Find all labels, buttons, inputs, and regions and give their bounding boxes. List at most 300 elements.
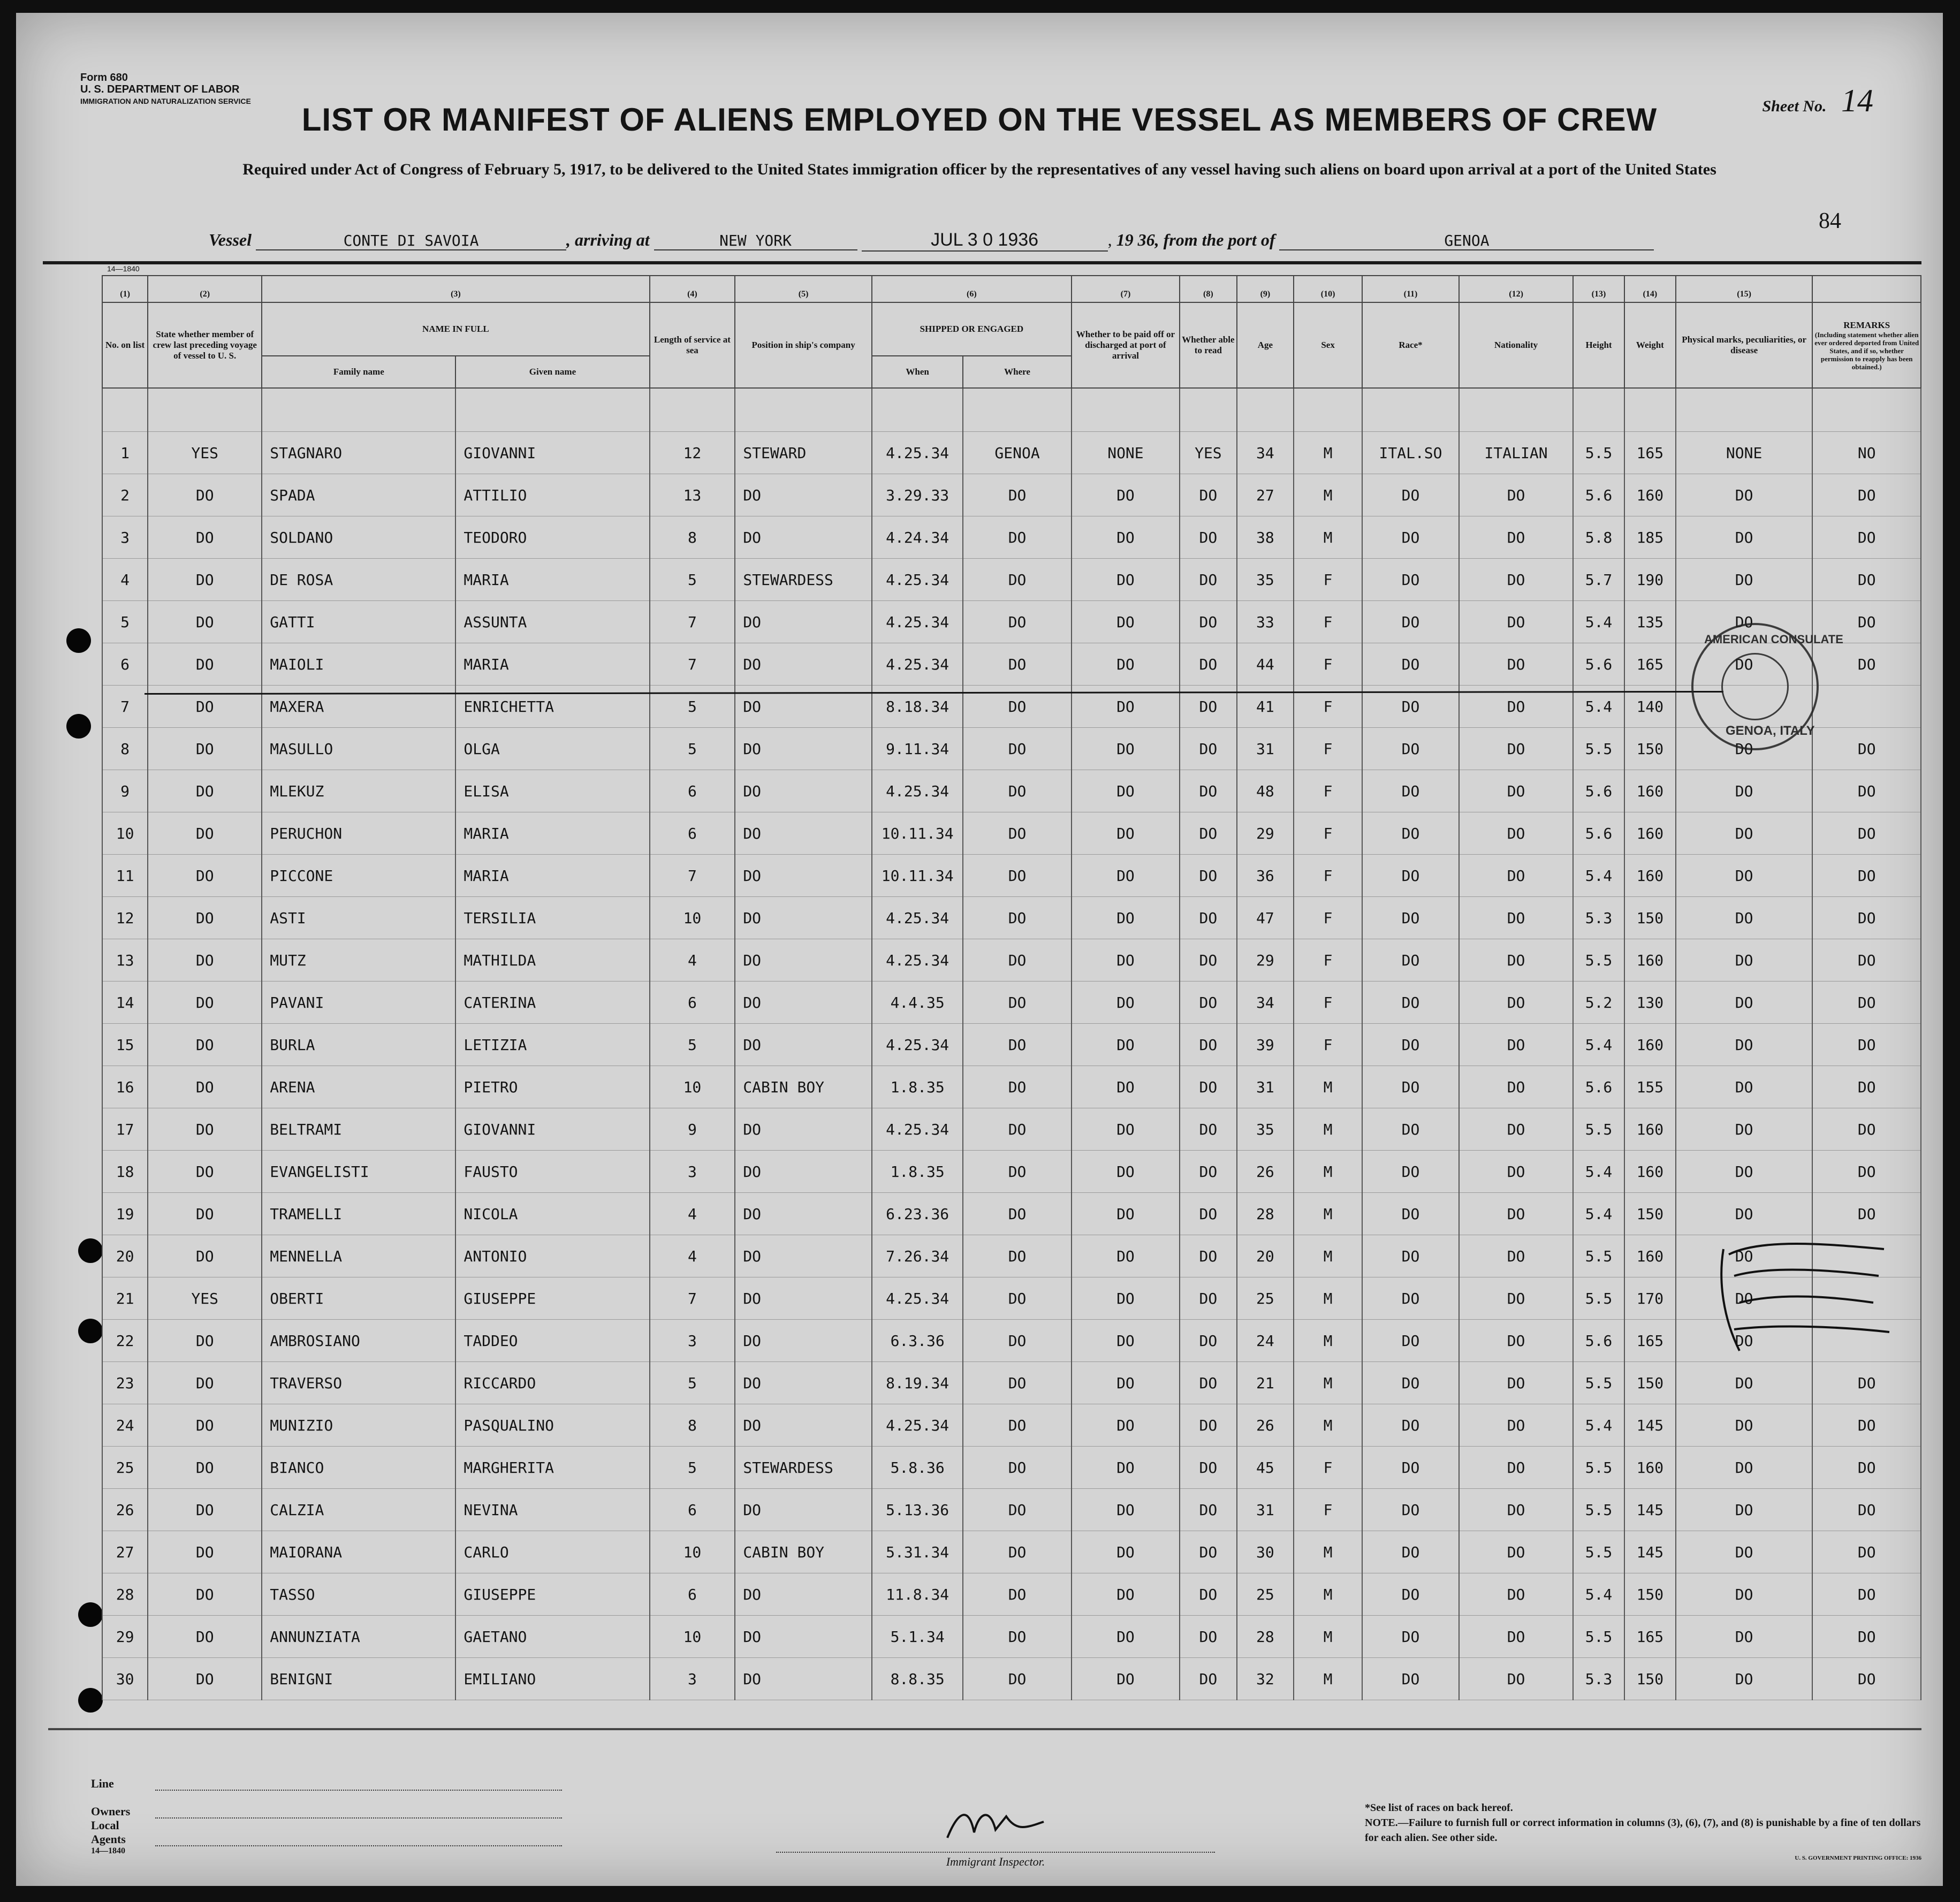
cell-height: 5.5	[1573, 432, 1624, 474]
cell-given-name: GIUSEPPE	[455, 1277, 649, 1320]
cell-age: 45	[1237, 1447, 1294, 1489]
cell-family-name: BELTRAMI	[262, 1108, 455, 1151]
cell-sex: F	[1294, 728, 1362, 770]
cell-nationality: DO	[1459, 1404, 1573, 1447]
cell-previous-voyage: DO	[148, 601, 262, 643]
cell-length-of-service: 5	[650, 686, 735, 728]
handwritten-annotation	[1718, 1233, 1895, 1372]
cell-remarks: DO	[1812, 1616, 1921, 1658]
cell-remarks: DO	[1812, 1024, 1921, 1066]
cell-family-name: TRAMELLI	[262, 1193, 455, 1235]
header-nationality: Nationality	[1459, 302, 1573, 388]
cell-remarks: DO	[1812, 939, 1921, 982]
table-row	[102, 1658, 1921, 1700]
col-num: (1)	[102, 276, 148, 302]
cell-shipped-where: DO	[963, 1616, 1071, 1658]
cell-nationality: DO	[1459, 1447, 1573, 1489]
cell-family-name: MAXERA	[262, 686, 455, 728]
cell-shipped-when: 8.8.35	[872, 1658, 963, 1700]
punch-hole	[78, 1319, 103, 1343]
cell-nationality: DO	[1459, 1658, 1573, 1700]
cell-row-number: 23	[102, 1362, 148, 1404]
cell-weight: 165	[1624, 1320, 1676, 1362]
cell-nationality: DO	[1459, 1489, 1573, 1531]
cell-nationality: DO	[1459, 1193, 1573, 1235]
col-num: (15)	[1676, 276, 1813, 302]
table-row	[102, 1320, 1921, 1362]
cell-weight: 160	[1624, 812, 1676, 855]
cell-previous-voyage: DO	[148, 1616, 262, 1658]
cell-position: DO	[735, 1193, 872, 1235]
cell-family-name: PAVANI	[262, 982, 455, 1024]
cell-age: 48	[1237, 770, 1294, 812]
cell-paid-off: DO	[1072, 1066, 1180, 1108]
cell-age: 29	[1237, 812, 1294, 855]
cell-race: ITAL.SO	[1362, 432, 1459, 474]
cell-family-name: ASTI	[262, 897, 455, 939]
cell-shipped-where: DO	[963, 1489, 1071, 1531]
cell-age: 20	[1237, 1235, 1294, 1277]
cell-paid-off: DO	[1072, 559, 1180, 601]
cell-paid-off: DO	[1072, 728, 1180, 770]
cell-row-number: 1	[102, 432, 148, 474]
cell-shipped-where: DO	[963, 1531, 1071, 1573]
cell-sex: F	[1294, 939, 1362, 982]
cell-remarks: DO	[1812, 1404, 1921, 1447]
col-num: (13)	[1573, 276, 1624, 302]
cell-family-name: SOLDANO	[262, 516, 455, 559]
cell-previous-voyage: DO	[148, 1024, 262, 1066]
cell-age: 32	[1237, 1658, 1294, 1700]
cell-able-to-read: DO	[1180, 855, 1237, 897]
header-given-name: Given name	[455, 356, 649, 388]
cell-nationality: DO	[1459, 770, 1573, 812]
page-title: LIST OR MANIFEST OF ALIENS EMPLOYED ON THE VESSEL AS MEMBERS OF CREW	[301, 102, 1658, 138]
cell-physical-marks: DO	[1676, 1531, 1813, 1573]
cell-height: 5.4	[1573, 855, 1624, 897]
header-when: When	[872, 356, 963, 388]
cell-physical-marks: DO	[1676, 982, 1813, 1024]
cell-given-name: RICCARDO	[455, 1362, 649, 1404]
cell-able-to-read: YES	[1180, 432, 1237, 474]
cell-row-number: 2	[102, 474, 148, 516]
cell-nationality: DO	[1459, 897, 1573, 939]
cell-height: 5.6	[1573, 643, 1624, 686]
cell-height: 5.4	[1573, 686, 1624, 728]
cell-able-to-read: DO	[1180, 474, 1237, 516]
cell-nationality: DO	[1459, 1616, 1573, 1658]
cell-length-of-service: 4	[650, 1235, 735, 1277]
cell-family-name: OBERTI	[262, 1277, 455, 1320]
header-shipped: SHIPPED OR ENGAGED	[872, 302, 1072, 356]
cell-height: 5.6	[1573, 1066, 1624, 1108]
cell-paid-off: DO	[1072, 855, 1180, 897]
cell-shipped-where: DO	[963, 855, 1071, 897]
col-num: (8)	[1180, 276, 1237, 302]
cell-weight: 145	[1624, 1531, 1676, 1573]
cell-height: 5.5	[1573, 1616, 1624, 1658]
cell-remarks: NO	[1812, 432, 1921, 474]
cell-age: 27	[1237, 474, 1294, 516]
cell-sex: F	[1294, 686, 1362, 728]
cell-row-number: 18	[102, 1151, 148, 1193]
cell-position: DO	[735, 643, 872, 686]
cell-given-name: FAUSTO	[455, 1151, 649, 1193]
cell-sex: F	[1294, 1024, 1362, 1066]
cell-shipped-where: DO	[963, 1024, 1071, 1066]
cell-race: DO	[1362, 1531, 1459, 1573]
cell-race: DO	[1362, 1235, 1459, 1277]
inspector-signature-mark	[937, 1800, 1054, 1848]
cell-position: DO	[735, 1489, 872, 1531]
cell-given-name: ASSUNTA	[455, 601, 649, 643]
cell-height: 5.5	[1573, 939, 1624, 982]
local-agents-label: Local Agents	[91, 1819, 126, 1846]
cell-height: 5.7	[1573, 559, 1624, 601]
cell-given-name: MARIA	[455, 643, 649, 686]
cell-able-to-read: DO	[1180, 1658, 1237, 1700]
table-row	[102, 812, 1921, 855]
cell-family-name: CALZIA	[262, 1489, 455, 1531]
cell-given-name: MARIA	[455, 559, 649, 601]
cell-height: 5.6	[1573, 474, 1624, 516]
cell-shipped-where: DO	[963, 939, 1071, 982]
cell-physical-marks: DO	[1676, 1616, 1813, 1658]
cell-previous-voyage: DO	[148, 939, 262, 982]
cell-shipped-when: 4.25.34	[872, 939, 963, 982]
cell-length-of-service: 3	[650, 1658, 735, 1700]
cell-shipped-when: 4.25.34	[872, 1024, 963, 1066]
cell-able-to-read: DO	[1180, 686, 1237, 728]
cell-sex: M	[1294, 516, 1362, 559]
cell-position: STEWARDESS	[735, 1447, 872, 1489]
cell-sex: M	[1294, 1616, 1362, 1658]
punch-hole	[78, 1688, 103, 1713]
cell-nationality: DO	[1459, 1573, 1573, 1616]
cell-able-to-read: DO	[1180, 1024, 1237, 1066]
cell-family-name: MUTZ	[262, 939, 455, 982]
cell-age: 26	[1237, 1151, 1294, 1193]
col-num: (12)	[1459, 276, 1573, 302]
cell-given-name: LETIZIA	[455, 1024, 649, 1066]
cell-able-to-read: DO	[1180, 1616, 1237, 1658]
cell-given-name: CATERINA	[455, 982, 649, 1024]
cell-previous-voyage: DO	[148, 1235, 262, 1277]
cell-shipped-where: DO	[963, 812, 1071, 855]
cell-remarks: DO	[1812, 897, 1921, 939]
table-row	[102, 1193, 1921, 1235]
cell-sex: F	[1294, 855, 1362, 897]
cell-physical-marks: DO	[1676, 1108, 1813, 1151]
cell-age: 31	[1237, 728, 1294, 770]
cell-given-name: ANTONIO	[455, 1235, 649, 1277]
cell-physical-marks: DO	[1676, 1024, 1813, 1066]
cell-shipped-when: 10.11.34	[872, 855, 963, 897]
cell-position: DO	[735, 686, 872, 728]
cell-remarks: DO	[1812, 601, 1921, 643]
header-height: Height	[1573, 302, 1624, 388]
cell-height: 5.6	[1573, 770, 1624, 812]
cell-given-name: ELISA	[455, 770, 649, 812]
cell-race: DO	[1362, 1573, 1459, 1616]
cell-previous-voyage: DO	[148, 1658, 262, 1700]
cell-shipped-when: 4.25.34	[872, 432, 963, 474]
cell-nationality: DO	[1459, 686, 1573, 728]
cell-length-of-service: 5	[650, 559, 735, 601]
cell-row-number: 6	[102, 643, 148, 686]
cell-age: 35	[1237, 559, 1294, 601]
cell-given-name: MARGHERITA	[455, 1447, 649, 1489]
cell-remarks: DO	[1812, 559, 1921, 601]
cell-physical-marks: DO	[1676, 1151, 1813, 1193]
cell-previous-voyage: DO	[148, 770, 262, 812]
cell-nationality: DO	[1459, 1531, 1573, 1573]
cell-shipped-where: DO	[963, 1108, 1071, 1151]
cell-row-number: 16	[102, 1066, 148, 1108]
cell-length-of-service: 13	[650, 474, 735, 516]
cell-given-name: MARIA	[455, 855, 649, 897]
punch-hole	[66, 628, 91, 653]
header-family-name: Family name	[262, 356, 455, 388]
cell-row-number: 17	[102, 1108, 148, 1151]
cell-given-name: ENRICHETTA	[455, 686, 649, 728]
cell-able-to-read: DO	[1180, 1151, 1237, 1193]
cell-able-to-read: DO	[1180, 939, 1237, 982]
cell-position: DO	[735, 1108, 872, 1151]
cell-length-of-service: 7	[650, 1277, 735, 1320]
cell-given-name: NEVINA	[455, 1489, 649, 1531]
cell-shipped-when: 4.4.35	[872, 982, 963, 1024]
cell-physical-marks: DO	[1676, 1489, 1813, 1531]
cell-race: DO	[1362, 1277, 1459, 1320]
cell-weight: 160	[1624, 1024, 1676, 1066]
cell-age: 28	[1237, 1616, 1294, 1658]
cell-length-of-service: 10	[650, 1616, 735, 1658]
owners-label: Owners	[91, 1805, 131, 1818]
punch-hole	[78, 1602, 103, 1627]
cell-paid-off: DO	[1072, 1320, 1180, 1362]
year: 19 36	[1116, 230, 1155, 249]
cell-row-number: 24	[102, 1404, 148, 1447]
cell-weight: 160	[1624, 770, 1676, 812]
cell-nationality: DO	[1459, 855, 1573, 897]
cell-family-name: AMBROSIANO	[262, 1320, 455, 1362]
cell-shipped-when: 4.25.34	[872, 1277, 963, 1320]
cell-shipped-where: DO	[963, 1151, 1071, 1193]
cell-height: 5.4	[1573, 1573, 1624, 1616]
cell-previous-voyage: DO	[148, 1108, 262, 1151]
cell-nationality: DO	[1459, 1024, 1573, 1066]
cell-shipped-where: DO	[963, 1573, 1071, 1616]
cell-shipped-where: DO	[963, 1658, 1071, 1700]
cell-row-number: 5	[102, 601, 148, 643]
cell-shipped-when: 5.8.36	[872, 1447, 963, 1489]
cell-given-name: MATHILDA	[455, 939, 649, 982]
table-row	[102, 1616, 1921, 1658]
cell-family-name: TRAVERSO	[262, 1362, 455, 1404]
cell-remarks: DO	[1812, 1193, 1921, 1235]
remarks-note: (Including statement whether alien ever ordered deported from United States, and if so, whether permission to reapply has been obtained.)	[1814, 330, 1919, 371]
cell-sex: M	[1294, 1362, 1362, 1404]
cell-height: 5.4	[1573, 1151, 1624, 1193]
cell-position: DO	[735, 1151, 872, 1193]
col-num: (5)	[735, 276, 872, 302]
cell-length-of-service: 4	[650, 939, 735, 982]
cell-shipped-where: DO	[963, 601, 1071, 643]
cell-shipped-where: DO	[963, 770, 1071, 812]
cell-paid-off: DO	[1072, 686, 1180, 728]
cell-family-name: MASULLO	[262, 728, 455, 770]
cell-shipped-when: 8.19.34	[872, 1362, 963, 1404]
cell-sex: M	[1294, 1193, 1362, 1235]
cell-weight: 160	[1624, 855, 1676, 897]
cell-length-of-service: 10	[650, 1066, 735, 1108]
cell-weight: 150	[1624, 1658, 1676, 1700]
cell-row-number: 13	[102, 939, 148, 982]
cell-sex: M	[1294, 1277, 1362, 1320]
cell-row-number: 7	[102, 686, 148, 728]
cell-paid-off: DO	[1072, 1616, 1180, 1658]
cell-physical-marks: DO	[1676, 855, 1813, 897]
cell-position: CABIN BOY	[735, 1066, 872, 1108]
cell-able-to-read: DO	[1180, 728, 1237, 770]
cell-sex: F	[1294, 1447, 1362, 1489]
cell-position: DO	[735, 601, 872, 643]
cell-position: DO	[735, 1024, 872, 1066]
cell-length-of-service: 5	[650, 1024, 735, 1066]
cell-position: DO	[735, 812, 872, 855]
cell-age: 31	[1237, 1066, 1294, 1108]
cell-paid-off: DO	[1072, 1235, 1180, 1277]
cell-position: DO	[735, 1362, 872, 1404]
arriving-port: NEW YORK	[654, 232, 857, 250]
cell-race: DO	[1362, 855, 1459, 897]
local-agents-row	[91, 1819, 562, 1846]
line-row	[91, 1763, 562, 1791]
cell-physical-marks: DO	[1676, 1066, 1813, 1108]
cell-paid-off: DO	[1072, 982, 1180, 1024]
cell-previous-voyage: DO	[148, 686, 262, 728]
owners-row	[91, 1791, 562, 1819]
cell-able-to-read: DO	[1180, 1573, 1237, 1616]
local-print-code: 14—1840	[91, 1846, 125, 1855]
cell-sex: M	[1294, 1151, 1362, 1193]
header-where: Where	[963, 356, 1071, 388]
cell-length-of-service: 12	[650, 432, 735, 474]
cell-remarks: DO	[1812, 1489, 1921, 1531]
from-port: GENOA	[1279, 232, 1654, 250]
cell-row-number: 15	[102, 1024, 148, 1066]
header-position: Position in ship's company	[735, 302, 872, 388]
cell-able-to-read: DO	[1180, 770, 1237, 812]
cell-age: 24	[1237, 1320, 1294, 1362]
cell-shipped-where: DO	[963, 1404, 1071, 1447]
cell-able-to-read: DO	[1180, 516, 1237, 559]
cell-previous-voyage: DO	[148, 1362, 262, 1404]
cell-length-of-service: 10	[650, 1531, 735, 1573]
cell-family-name: BIANCO	[262, 1447, 455, 1489]
form-number: Form 680	[80, 72, 128, 83]
cell-weight: 165	[1624, 643, 1676, 686]
cell-physical-marks: DO	[1676, 770, 1813, 812]
cell-physical-marks: DO	[1676, 516, 1813, 559]
cell-row-number: 30	[102, 1658, 148, 1700]
cell-race: DO	[1362, 1193, 1459, 1235]
cell-physical-marks: DO	[1676, 474, 1813, 516]
cell-shipped-where: DO	[963, 1235, 1071, 1277]
cell-shipped-when: 10.11.34	[872, 812, 963, 855]
cell-length-of-service: 6	[650, 812, 735, 855]
cell-nationality: DO	[1459, 1277, 1573, 1320]
cell-row-number: 11	[102, 855, 148, 897]
sheet-value: 14	[1841, 83, 1873, 118]
cell-nationality: DO	[1459, 1362, 1573, 1404]
table-row	[102, 855, 1921, 897]
cell-remarks: DO	[1812, 1066, 1921, 1108]
cell-paid-off: DO	[1072, 939, 1180, 982]
cell-height: 5.5	[1573, 728, 1624, 770]
cell-length-of-service: 7	[650, 643, 735, 686]
cell-family-name: MENNELLA	[262, 1235, 455, 1277]
cell-row-number: 12	[102, 897, 148, 939]
col-num: (4)	[650, 276, 735, 302]
vessel-label: Vessel	[209, 230, 252, 249]
cell-able-to-read: DO	[1180, 1193, 1237, 1235]
cell-race: DO	[1362, 1320, 1459, 1362]
cell-paid-off: DO	[1072, 1404, 1180, 1447]
cell-shipped-where: DO	[963, 1193, 1071, 1235]
cell-remarks: DO	[1812, 474, 1921, 516]
cell-paid-off: DO	[1072, 601, 1180, 643]
cell-race: DO	[1362, 1616, 1459, 1658]
cell-age: 28	[1237, 1193, 1294, 1235]
cell-weight: 160	[1624, 939, 1676, 982]
cell-height: 5.2	[1573, 982, 1624, 1024]
cell-sex: F	[1294, 1489, 1362, 1531]
cell-position: DO	[735, 770, 872, 812]
cell-weight: 150	[1624, 1193, 1676, 1235]
cell-family-name: MAIORANA	[262, 1531, 455, 1573]
cell-previous-voyage: DO	[148, 1489, 262, 1531]
header-state-whether: State whether member of crew last preceding voyage of vessel to U. S.	[148, 302, 262, 388]
cell-nationality: DO	[1459, 643, 1573, 686]
crew-manifest-table	[102, 275, 1921, 1700]
cell-family-name: ANNUNZIATA	[262, 1616, 455, 1658]
header-sex: Sex	[1294, 302, 1362, 388]
header-remarks	[1812, 302, 1921, 388]
cell-age: 21	[1237, 1362, 1294, 1404]
cell-shipped-when: 4.25.34	[872, 897, 963, 939]
cell-previous-voyage: DO	[148, 1320, 262, 1362]
cell-height: 5.4	[1573, 601, 1624, 643]
cell-remarks: DO	[1812, 1573, 1921, 1616]
cell-row-number: 8	[102, 728, 148, 770]
punch-hole	[66, 714, 91, 739]
cell-previous-voyage: DO	[148, 1404, 262, 1447]
cell-weight: 150	[1624, 1362, 1676, 1404]
cell-row-number: 20	[102, 1235, 148, 1277]
cell-paid-off: NONE	[1072, 432, 1180, 474]
cell-shipped-when: 4.25.34	[872, 1108, 963, 1151]
from-label: , from the port of	[1154, 230, 1275, 249]
cell-sex: M	[1294, 1108, 1362, 1151]
cell-able-to-read: DO	[1180, 1320, 1237, 1362]
table-row	[102, 1151, 1921, 1193]
column-number-row	[102, 276, 1921, 302]
cell-able-to-read: DO	[1180, 643, 1237, 686]
cell-nationality: DO	[1459, 1320, 1573, 1362]
table-row	[102, 1277, 1921, 1320]
